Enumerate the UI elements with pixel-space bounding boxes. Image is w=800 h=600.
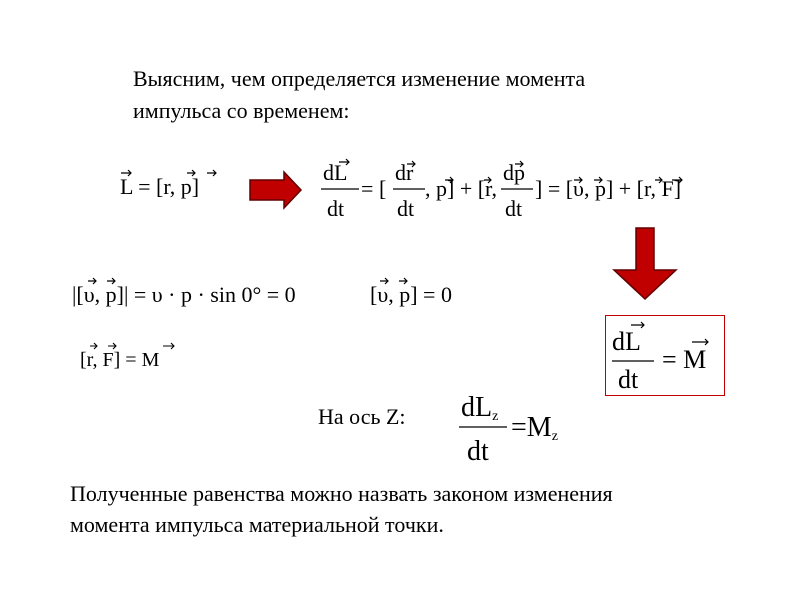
z-M: =M [511,412,552,443]
equals-sign: = [361,176,374,201]
dt-denominator-3: dt [505,196,523,221]
implication-arrow-down [610,226,680,302]
z-subscript-num: z [492,409,499,424]
z-rhs [511,412,558,444]
eq-abs-text: |[υ, p]| = υ · p · sin 0° = 0 [72,282,296,307]
z-subscript-rhs: z [551,429,558,444]
dt-denominator-2: dt [397,196,415,221]
boxed-equation [606,316,724,395]
z-numerator [461,392,498,424]
dp-numerator: dp [503,160,525,185]
z-dL: dL [461,392,493,423]
torque-definition [78,340,198,376]
eq-rF-text: [r, F] = M [80,349,160,371]
cross-product-magnitude [68,276,328,312]
z-axis-equation [455,380,590,468]
dt-denominator-1: dt [327,196,345,221]
eq-L-def-text: L = [r, p] [120,174,200,199]
boxed-dt: dt [618,365,639,394]
eq-vp-zero-text: [υ, p] = 0 [370,282,452,307]
angular-momentum-definition [118,166,238,206]
implication-arrow-right [248,170,304,210]
intro-line-1: Выясним, чем определяется изменение момента [133,66,586,91]
bracket-open: [ [379,176,387,201]
derivative-equation [315,152,715,224]
vector-arrows [631,322,708,345]
boxed-rhs: = M [662,345,707,374]
conclusion-line-1: Полученные равенства можно назвать законом изменения [70,481,613,506]
intro-line-2: импульса со временем: [133,98,350,123]
axis-label: На ось Z: [318,404,406,429]
conclusion-line-2: момента импульса материальной точки. [70,512,444,537]
dr-numerator: dr [395,160,414,185]
dL-numerator: dL [323,160,348,185]
z-dt: dt [467,436,489,467]
cross-product-zero [368,276,478,312]
result-box [605,315,725,396]
right-side: ] = [υ, p] + [r, F] [535,176,682,201]
boxed-dL: dL [612,327,641,356]
comma-p-plus-r: , p] + [r, [425,176,498,201]
